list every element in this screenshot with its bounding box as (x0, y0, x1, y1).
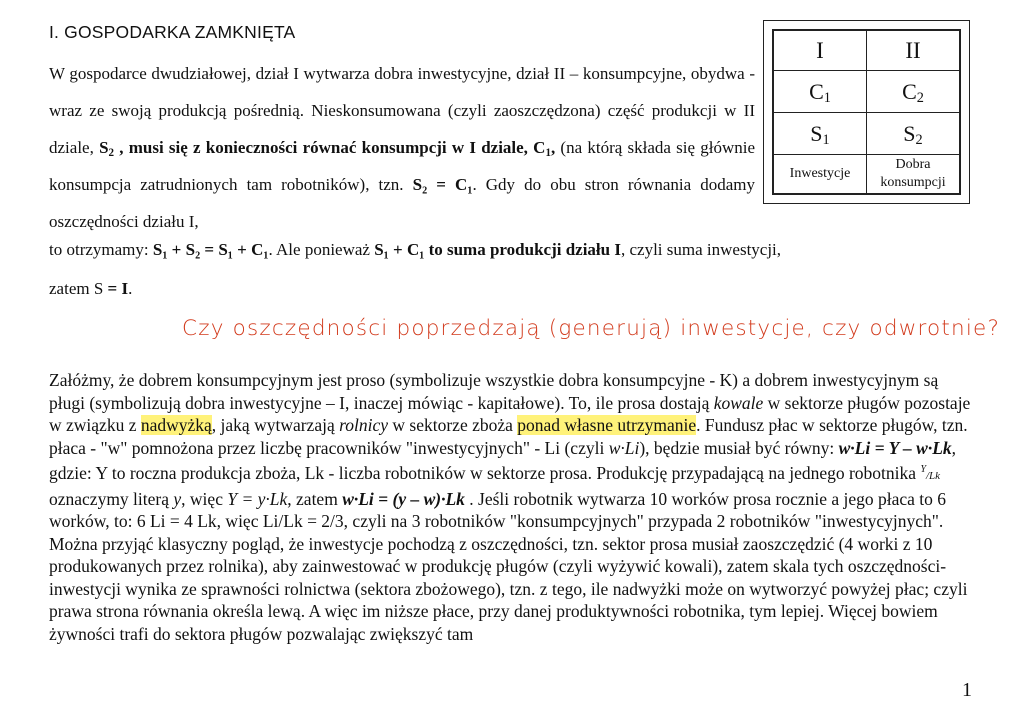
table-cell-c2: $C_2$ (867, 71, 960, 113)
table-cell-c1: $C_1$ (774, 71, 867, 113)
highlight-own-subsistence: ponad własne utrzymanie (517, 415, 697, 435)
intro-conclusion-line: zatem S = I. (49, 279, 133, 298)
page-number: 1 (962, 679, 972, 701)
body-paragraph: Załóżmy, że dobrem konsumpcyjnym jest proso (symbolizuje wszystkie dobra konsumpcyjne - K) a dobrem inwestycyjnym są pługi (symbolizują dobra inwestycyjne – I, inaczej mówiąc - kapitałowe). To, ile prosa dostają kowale w sektorze pługów pozostaje w związku z nadwyżką, jaką wytwarzają rolnicy w sektorze zboża ponad własne utrzymanie. Fundusz płac w sektorze pługów, tzn. płaca - "w" pomnożona przez liczbę pracowników "inwestycyjnych" - Li (czyli w·Li), będzie musiał być równy: w·Li = Y – w·Lk, gdzie: Y to roczna produkcja zboża, Lk - liczba robotników w sektorze prosa. Produkcję przypadającą na jednego robotnika $^Y$/Lk oznaczymy literą y, więc Y = y·Lk, zatem w·Li = (y – w)·Lk . Jeśli robotnik wytwarza 10 worków prosa rocznie a jego płaca to 6 worków, to: 6 Li = 4 Lk, więc Li/Lk = 2/3, czyli na 3 robotników "konsumpcyjnych" przypada 2 robotników "inwestycyjnych". Można przyjąć klasyczny pogląd, że inwestycje pochodzą z oszczędności, tzn. sektor prosa musiał zaoszczędzić (4 worki z 10 produkowanych przez rolnika), aby zainwestować w produkcję pługów (czyli wyżywić kowali), zatem skala tych oszczędności-inwestycji wynika ze sprawności rolnictwa (sektora zbożowego), tzn. z tego, ile nadwyżki może on wytworzyć powyżej płac; czyli prawa strona równania określa lewą. A więc im niższe płace, przy danej produktywności robotnika, tym lepiej. Więcej bowiem żywności trafi do sektora pługów pozwalając zwiększyć tam (49, 370, 971, 644)
section-heading: I. GOSPODARKA ZAMKNIĘTA (49, 22, 296, 42)
table-header-dept-2: II (867, 31, 960, 71)
sector-table-frame (763, 20, 970, 204)
table-label-consumer-goods: Dobra konsumpcji (867, 155, 960, 194)
sector-table (773, 30, 960, 194)
intro-continuation-line: to otrzymamy: S₁ + S₂ = S₁ + C₁. Ale ponieważ S₁ + C₁ to suma produkcji działu I, czyli suma inwestycji, (49, 240, 782, 259)
intro-paragraph: W gospodarce dwudziałowej, dział I wytwarza dobra inwestycyjne, dział II – konsumpcyjne, obydwa - wraz ze swoją produkcją pośrednią. Nieskonsumowana (czyli zaoszczędzona) część produkcji w II dziale, $S_2$ , musi się z konieczności równać konsumpcji w I dziale, $C_1$, (na którą składa się głównie konsumpcja zatrudnionych tam robotników), tzn. S₂ = C₁. Gdy do obu stron równania dodamy oszczędności działu I, (49, 64, 756, 231)
table-cell-s1: $S_1$ (774, 113, 867, 155)
table-cell-s2: $S_2$ (867, 113, 960, 155)
table-label-investments: Inwestycje (774, 155, 867, 194)
fraction-y-over-lk: $^Y$/Lk (920, 464, 941, 482)
table-header-dept-1: I (774, 31, 867, 71)
highlight-surplus: nadwyżką (140, 415, 212, 435)
research-question: Czy oszczędności poprzedzają (generują) inwestycje, czy odwrotnie? (182, 316, 1001, 341)
